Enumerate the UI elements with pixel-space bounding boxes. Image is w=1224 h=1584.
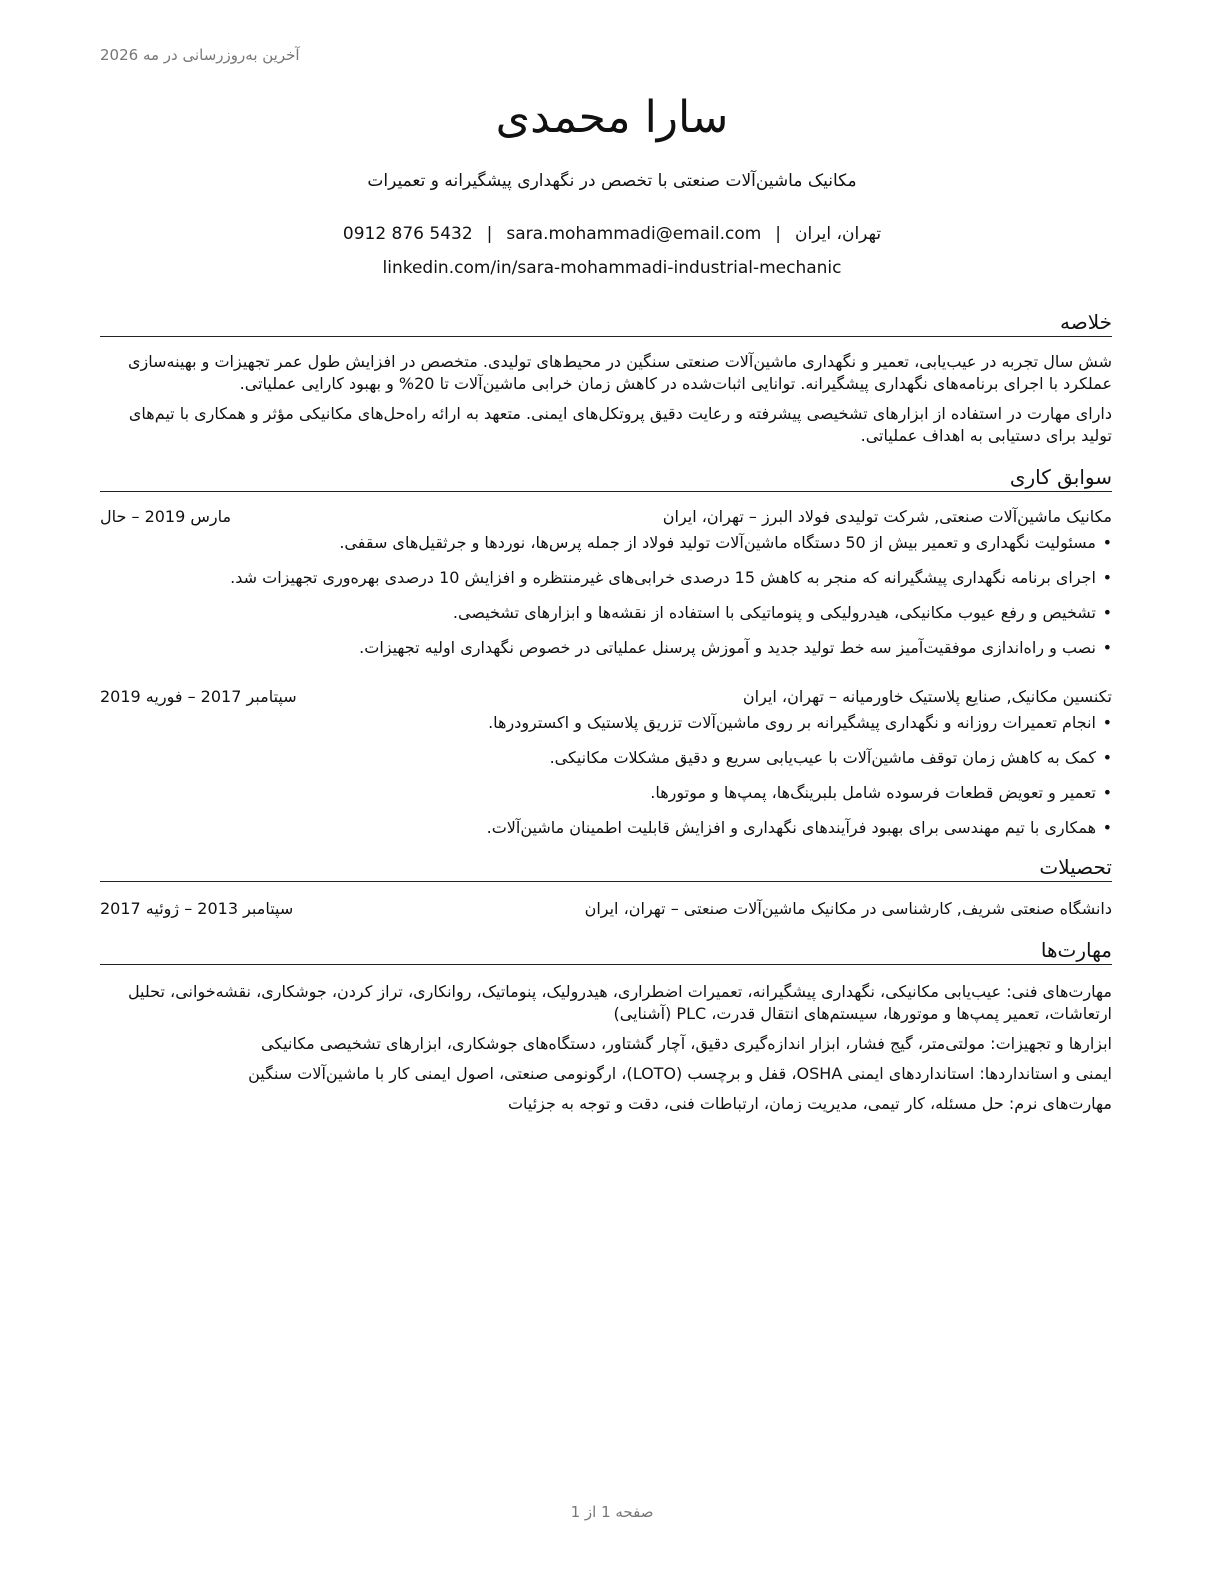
job-bullet: • تعمیر و تعویض قطعات فرسوده شامل بلبرینگ‌ها، پمپ‌ها و موتورها. bbox=[100, 782, 1112, 804]
job-bullet: • نصب و راه‌اندازی موفقیت‌آمیز سه خط تولید جدید و آموزش پرسنل عملیاتی در خصوص نگهداری اولیه تجهیزات. bbox=[100, 637, 1112, 659]
job-bullet: • همکاری با تیم مهندسی برای بهبود فرآیندهای نگهداری و افزایش قابلیت اطمینان ماشین‌آلات. bbox=[100, 817, 1112, 839]
experience-title: سوابق کاری bbox=[100, 465, 1112, 492]
last-updated-note: آخرین به‌روزرسانی در مه 2026 bbox=[100, 46, 300, 64]
job-dates: مارس 2019 – حال bbox=[100, 507, 232, 526]
job-heading: تکنسین مکانیک, صنایع پلاستیک خاورمیانه – تهران، ایران bbox=[742, 687, 1112, 706]
contact-line bbox=[0, 224, 1224, 244]
page-number: صفحه 1 از 1 bbox=[570, 1503, 654, 1521]
candidate-name: سارا محمدی bbox=[495, 92, 729, 143]
job-bullets bbox=[100, 532, 1112, 659]
job-bullet: • انجام تعمیرات روزانه و نگهداری پیشگیرانه بر روی ماشین‌آلات تزریق پلاستیک و اکسترودرها. bbox=[100, 712, 1112, 734]
skills-line: ایمنی و استانداردها: استانداردهای ایمنی OSHA، قفل و برچسب (LOTO)، ارگونومی صنعتی، اصول ایمنی کار با ماشین‌آلات سنگین bbox=[248, 1064, 1112, 1083]
job-header bbox=[100, 506, 1112, 528]
contact-separator: | bbox=[486, 224, 493, 244]
job-bullets bbox=[100, 712, 1112, 839]
contact-separator: | bbox=[775, 224, 782, 244]
skills-title: مهارت‌ها bbox=[100, 938, 1112, 965]
education-title: تحصیلات bbox=[100, 855, 1112, 882]
job-entry bbox=[100, 686, 1112, 839]
summary-title: خلاصه bbox=[100, 310, 1112, 337]
job-heading: مکانیک ماشین‌آلات صنعتی, شرکت تولیدی فولاد البرز – تهران، ایران bbox=[662, 507, 1112, 526]
skills-line: مهارت‌های نرم: حل مسئله، کار تیمی، مدیریت زمان، ارتباطات فنی، دقت و توجه به جزئیات bbox=[507, 1094, 1112, 1113]
summary-paragraph: دارای مهارت در استفاده از ابزارهای تشخیصی پیشرفته و رعایت دقیق پروتکل‌های ایمنی. متعهد به ارائه راه‌حل‌های مکانیکی مؤثر و همکاری با تیم‌های تولید برای دستیابی به اهداف عملیاتی. bbox=[128, 404, 1112, 445]
education-header bbox=[100, 898, 1112, 920]
contact-location: تهران، ایران bbox=[795, 224, 882, 244]
job-dates: سپتامبر 2017 – فوریه 2019 bbox=[100, 687, 297, 706]
education-entry bbox=[100, 898, 1112, 920]
job-header bbox=[100, 686, 1112, 708]
education-heading: دانشگاه صنعتی شریف, کارشناسی در مکانیک ماشین‌آلات صنعتی – تهران، ایران bbox=[584, 899, 1112, 918]
skills-line: ابزارها و تجهیزات: مولتی‌متر، گیج فشار، ابزار اندازه‌گیری دقیق، آچار گشتاور، دستگاه‌های جوشکاری، ابزارهای تشخیصی مکانیکی bbox=[260, 1034, 1112, 1053]
linkedin-link[interactable]: linkedin.com/in/sara-mohammadi-industrial-mechanic bbox=[382, 258, 842, 278]
skills-line: مهارت‌های فنی: عیب‌یابی مکانیکی، نگهداری پیشگیرانه، تعمیرات اضطراری، هیدرولیک، پنوماتیک، روانکاری، تراز کردن، جوشکاری، نقشه‌خوانی، تحلیل ارتعاشات، تعمیر پمپ‌ها و موتورها، سیستم‌های انتقال قدرت، PLC (آشنایی) bbox=[127, 982, 1112, 1023]
resume-body bbox=[100, 310, 1112, 1115]
job-bullet: • مسئولیت نگهداری و تعمیر بیش از 50 دستگاه ماشین‌آلات تولید فولاد از جمله پرس‌ها، نوردها و جرثقیل‌های سقفی. bbox=[100, 532, 1112, 554]
contact-email[interactable]: sara.mohammadi@email.com bbox=[506, 224, 762, 244]
education-dates: سپتامبر 2013 – ژوئیه 2017 bbox=[100, 899, 294, 918]
job-bullet: • تشخیص و رفع عیوب مکانیکی، هیدرولیکی و پنوماتیکی با استفاده از نقشه‌ها و ابزارهای تشخیصی. bbox=[100, 602, 1112, 624]
candidate-headline: مکانیک ماشین‌آلات صنعتی با تخصص در نگهداری پیشگیرانه و تعمیرات bbox=[367, 171, 857, 191]
job-entry bbox=[100, 506, 1112, 659]
job-bullet: • کمک به کاهش زمان توقف ماشین‌آلات با عیب‌یابی سریع و دقیق مشکلات مکانیکی. bbox=[100, 747, 1112, 769]
contact-phone: 0912 876 5432 bbox=[342, 224, 473, 244]
job-bullet: • اجرای برنامه نگهداری پیشگیرانه که منجر به کاهش 15 درصدی خرابی‌های غیرمنتظره و افزایش 10 درصدی بهره‌وری تجهیزات شد. bbox=[100, 567, 1112, 589]
summary-paragraph: شش سال تجربه در عیب‌یابی، تعمیر و نگهداری ماشین‌آلات صنعتی سنگین در محیط‌های تولیدی. متخصص در افزایش طول عمر تجهیزات و بهینه‌سازی عملکرد با اجرای برنامه‌های نگهداری پیشگیرانه. توانایی اثبات‌شده در کاهش زمان خرابی ماشین‌آلات تا 20% و بهبود کارایی عملیاتی. bbox=[128, 352, 1112, 393]
